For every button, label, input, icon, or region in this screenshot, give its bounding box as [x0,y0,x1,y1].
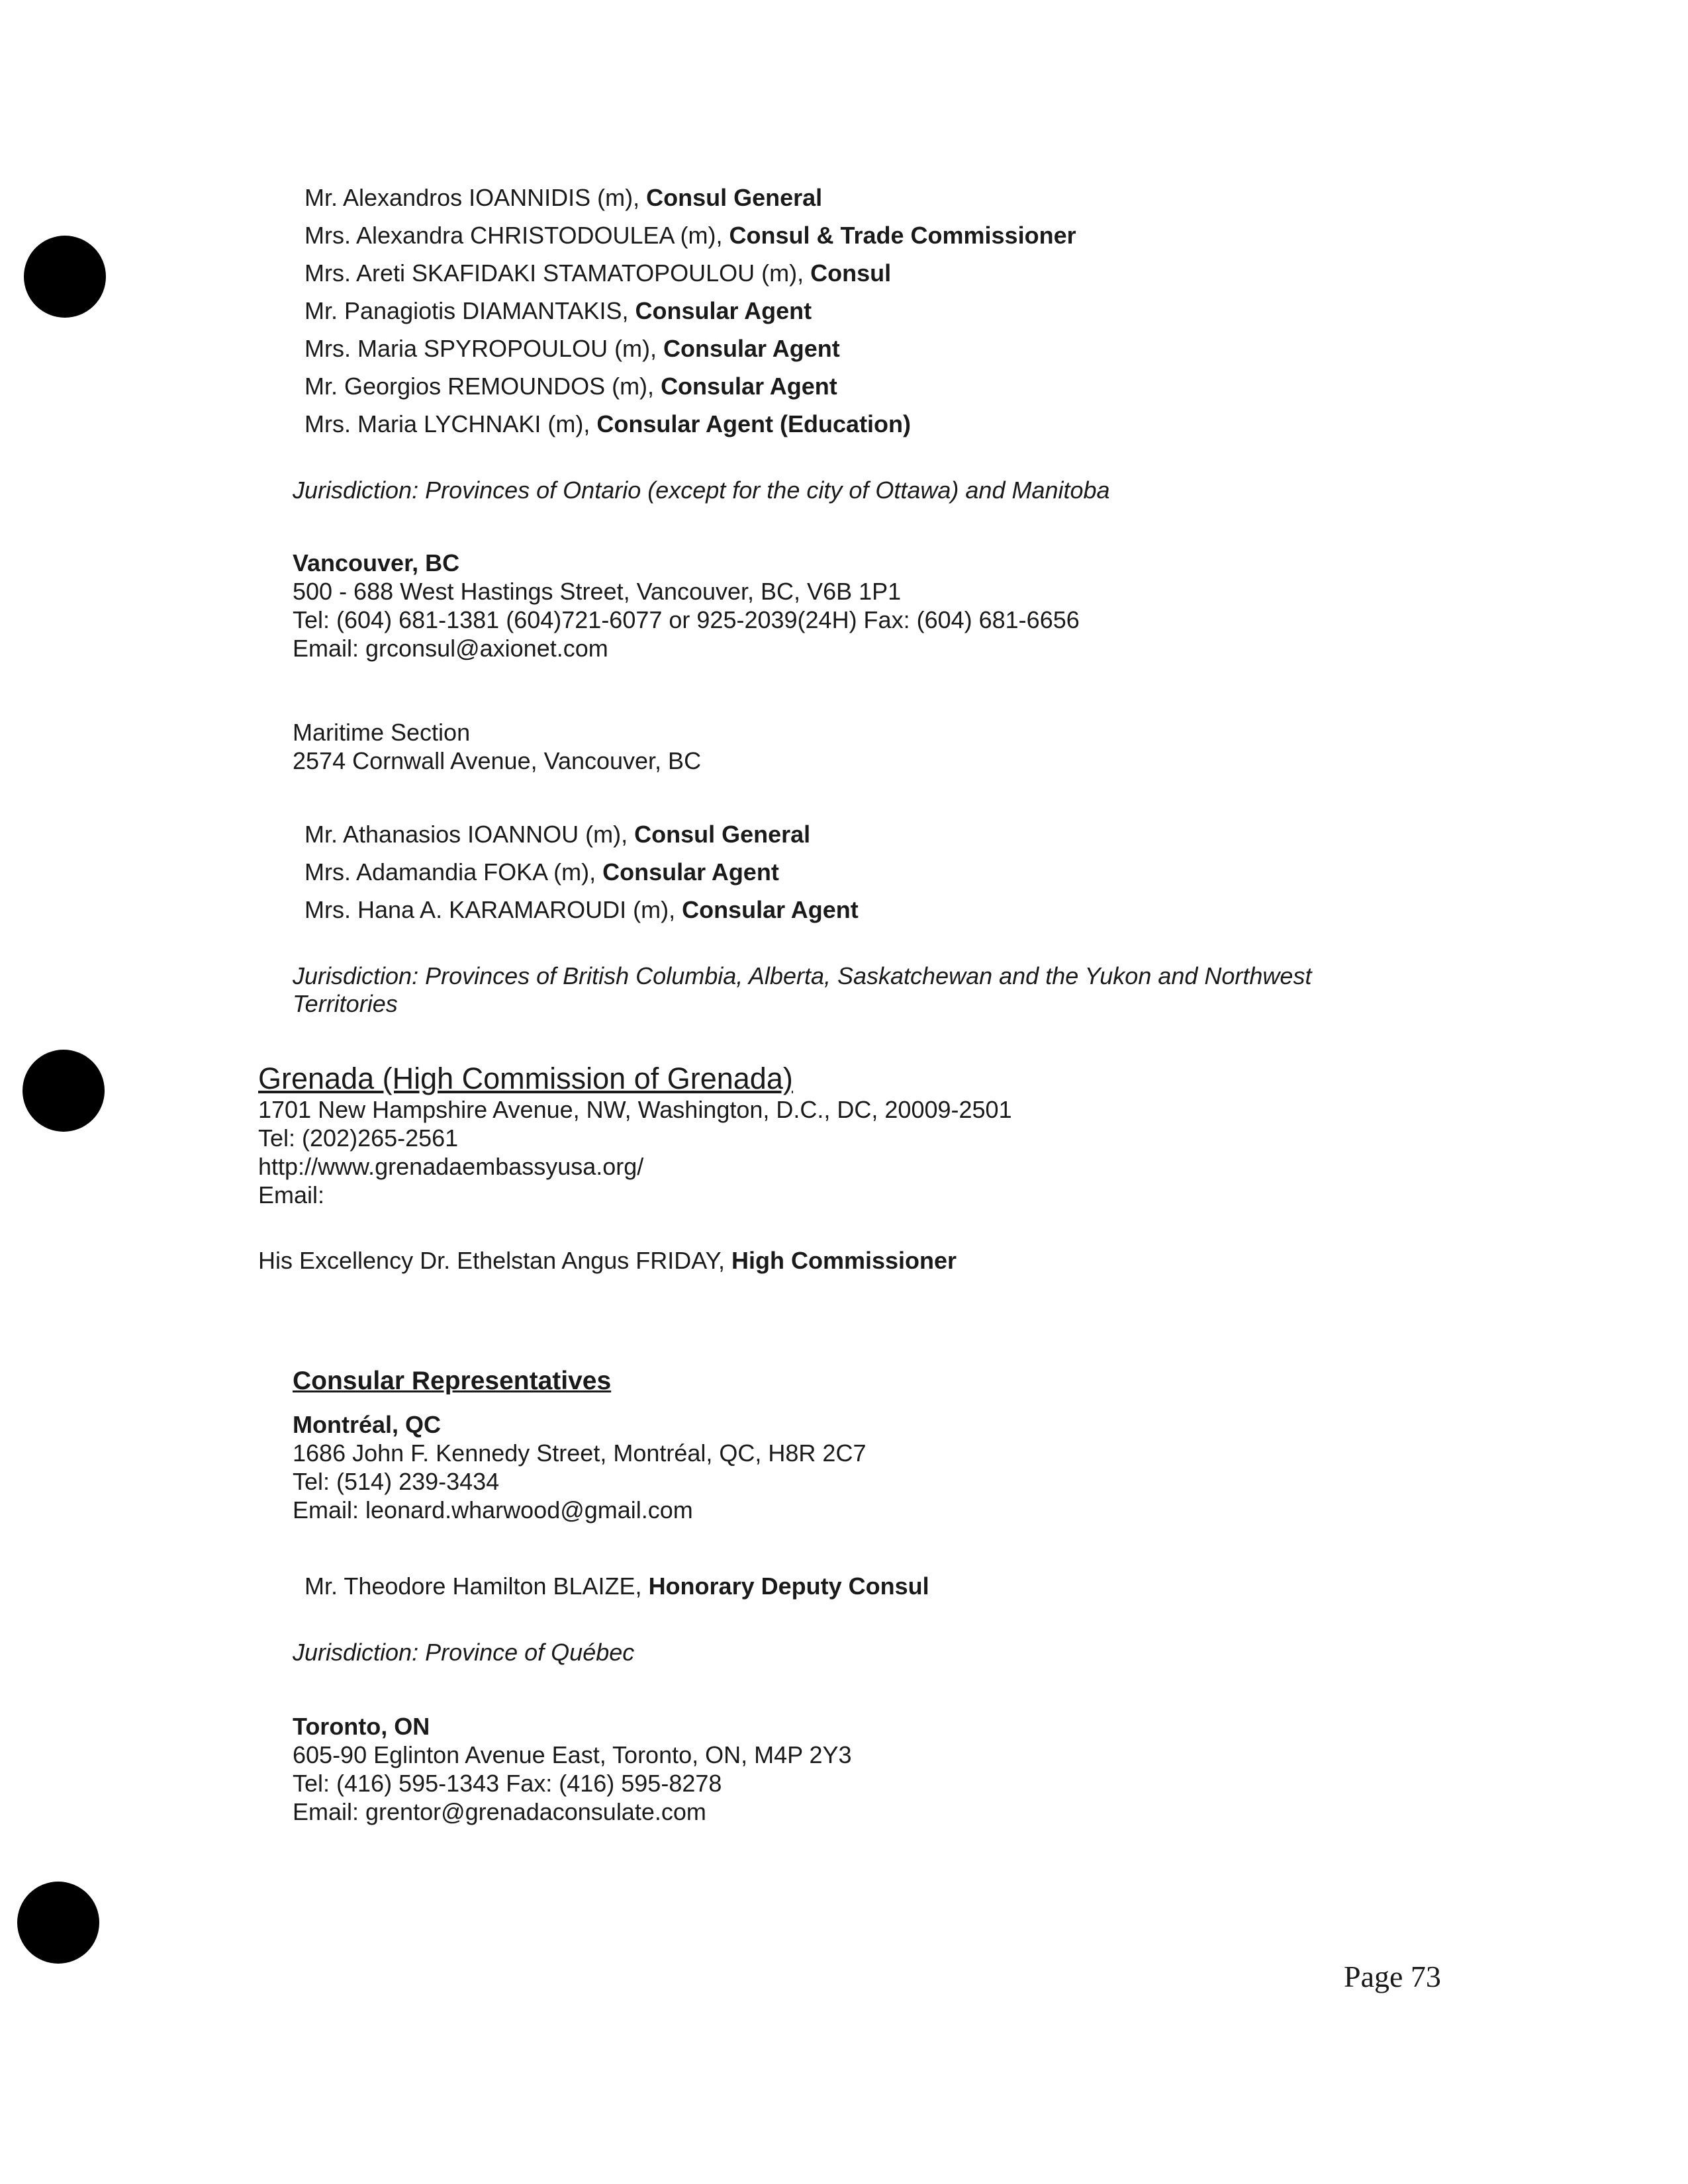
office-tel: Tel: (604) 681-1381 (604)721-6077 or 925-2039(24H) Fax: (604) 681-6656 [293,606,1080,633]
staff-line: Mr. Athanasios IOANNOU (m), Consul General [305,821,811,848]
office-email[interactable]: Email: grconsul@axionet.com [293,635,608,662]
staff-line: Mr. Alexandros IOANNIDIS (m), Consul General [305,184,823,211]
punch-hole-top [24,236,106,318]
office-address: 1686 John F. Kennedy Street, Montréal, QC, H8R 2C7 [293,1439,867,1467]
staff-line: Mr. Panagiotis DIAMANTAKIS, Consular Agent [305,297,812,324]
staff-line: Mrs. Maria LYCHNAKI (m), Consular Agent (Education) [305,410,912,437]
staff-line: Mrs. Adamandia FOKA (m), Consular Agent [305,858,779,886]
embassy-email: Email: [258,1181,325,1208]
office-heading-vancouver: Vancouver, BC [293,549,460,576]
office-heading-toronto: Toronto, ON [293,1713,430,1740]
jurisdiction-note-continued: Territories [293,990,398,1017]
office-email[interactable]: Email: leonard.wharwood@gmail.com [293,1496,693,1524]
office-address: 500 - 688 West Hastings Street, Vancouver, BC, V6B 1P1 [293,578,902,605]
consular-representatives-heading: Consular Representatives [293,1367,612,1395]
head-of-mission: His Excellency Dr. Ethelstan Angus FRIDAY, High Commissioner [258,1247,957,1274]
office-tel: Tel: (416) 595-1343 Fax: (416) 595-8278 [293,1770,722,1797]
embassy-website-link[interactable]: http://www.grenadaembassyusa.org/ [258,1153,644,1180]
office-heading-montreal: Montréal, QC [293,1411,442,1438]
jurisdiction-note: Jurisdiction: Provinces of British Columbia, Alberta, Saskatchewan and the Yukon and Northwest [293,962,1312,989]
office-email[interactable]: Email: grentor@grenadaconsulate.com [293,1798,706,1825]
staff-line: Mr. Georgios REMOUNDOS (m), Consular Agent [305,373,837,400]
embassy-tel: Tel: (202)265-2561 [258,1124,459,1152]
office-address: 605-90 Eglinton Avenue East, Toronto, ON, M4P 2Y3 [293,1741,852,1768]
maritime-section-label: Maritime Section [293,719,471,746]
staff-line: Mrs. Hana A. KARAMAROUDI (m), Consular Agent [305,896,859,923]
embassy-address: 1701 New Hampshire Avenue, NW, Washington, D.C., DC, 20009-2501 [258,1096,1012,1123]
punch-hole-bottom [17,1882,99,1964]
maritime-section-address: 2574 Cornwall Avenue, Vancouver, BC [293,747,702,774]
page-number: Page 73 [1344,1960,1441,1993]
jurisdiction-note: Jurisdiction: Province of Québec [293,1639,635,1666]
staff-line: Mrs. Maria SPYROPOULOU (m), Consular Agent [305,335,840,362]
jurisdiction-note: Jurisdiction: Provinces of Ontario (except for the city of Ottawa) and Manitoba [293,477,1110,504]
punch-hole-middle [23,1050,105,1132]
staff-line: Mrs. Alexandra CHRISTODOULEA (m), Consul & Trade Commissioner [305,222,1076,249]
country-heading-grenada: Grenada (High Commission of Grenada) [258,1062,793,1095]
staff-line: Mrs. Areti SKAFIDAKI STAMATOPOULOU (m), Consul [305,259,892,287]
staff-line: Mr. Theodore Hamilton BLAIZE, Honorary Deputy Consul [305,1572,929,1600]
office-tel: Tel: (514) 239-3434 [293,1468,500,1495]
